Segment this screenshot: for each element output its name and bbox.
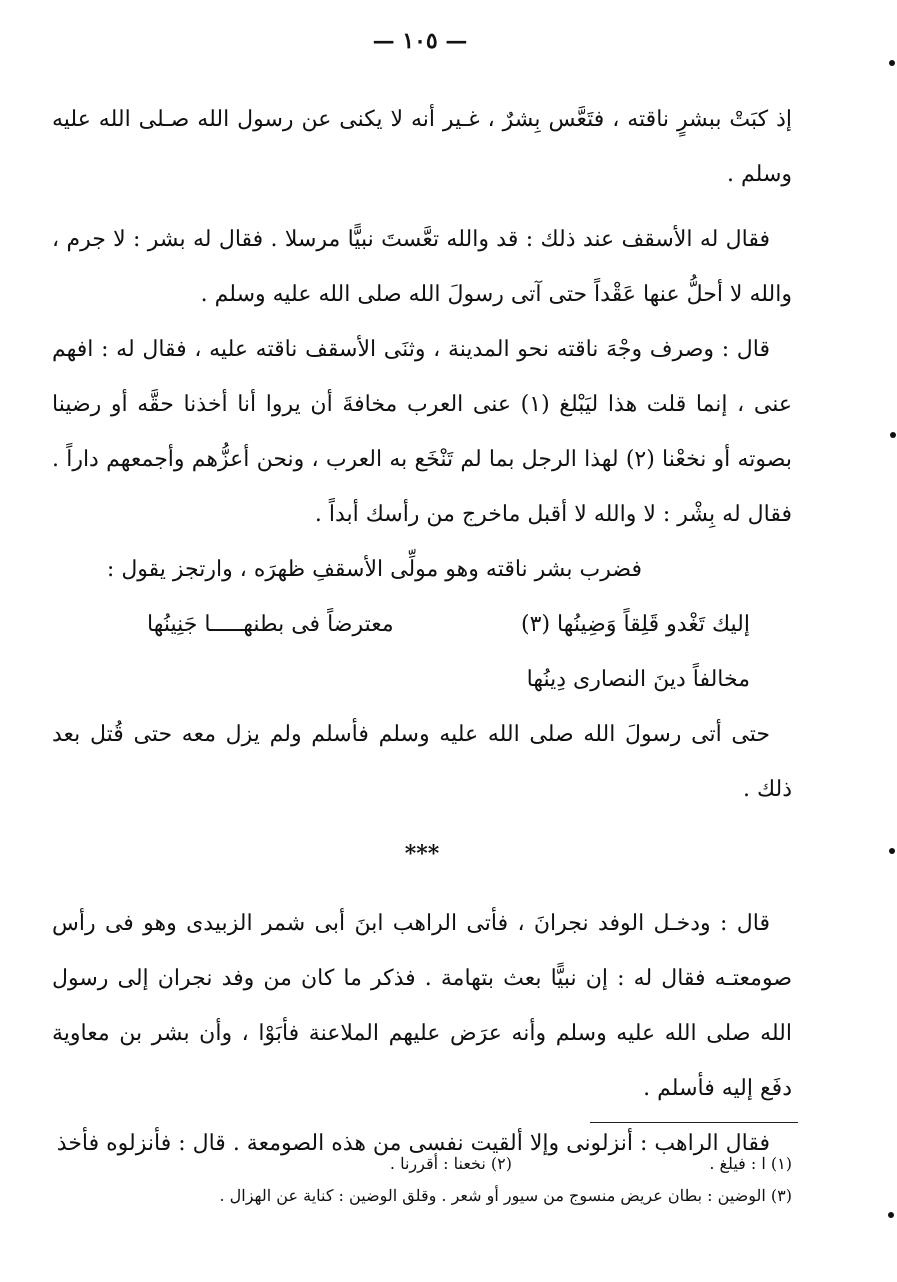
paragraph-1: إذ كبَتْ ببشرٍ ناقته ، فتَعَّس بِشرٌ ، غـير أنه لا يكنى عن رسول الله صـلى الله عليه وسلم . (52, 107, 792, 187)
poem-verse-2: مخالفاً دينَ النصارى دِينُها (526, 667, 750, 692)
footnote-row (120, 1148, 792, 1180)
footnote-divider (590, 1122, 798, 1123)
poem-verse-1 (52, 597, 792, 652)
section-separator: *** (404, 841, 440, 867)
paragraph-5: حتى أتى رسولَ الله صلى الله عليه وسلم فأسلم ولم يزل معه حتى قُتل بعد ذلك . (52, 722, 792, 802)
paragraph-3: قال : وصرف وجْهَ ناقته نحو المدينة ، وثنَى الأسقف ناقته عليه ، فقال له : افهم عنى ، إنما قلت هذا ليَبْلغ (١) عنى العرب مخافةَ أن يروا أنا أخذنا حقَّه أو رضينا بصوته أو نخعْنا (٢) لهذا الرجل بما لم تَنْخَع به العرب ، ونحن أعزُّهم وأجمعهم داراً . فقال له بِشْر : لا والله لا أقبل ماخرج من رأسك أبداً . (52, 337, 792, 527)
scan-edge-mark (890, 432, 896, 438)
scan-edge-mark (889, 60, 895, 66)
page-number: — ١٠٥ — (372, 28, 468, 54)
poem-hemistich-2: معترضاً فى بطنهـــــا جَنِينُها (147, 612, 394, 637)
footnote-1: (١) ا : فيلغ . (709, 1154, 792, 1173)
scan-edge-mark (889, 848, 895, 854)
paragraph-2: فقال له الأسقف عند ذلك : قد والله تعَّستَ نبيًّا مرسلا . فقال له بشر : لا جرم ، والله لا أحلُّ عنها عَقْداً حتى آتى رسولَ الله صلى الله عليه وسلم . (52, 227, 792, 307)
footnotes (120, 1148, 792, 1212)
poem-hemistich-1: إليك تَغْدو قَلِقاً وَضِينُها (٣) (521, 612, 750, 637)
poem-intro: فضرب بشر ناقته وهو مولِّى الأسقفِ ظهرَه ، وارتجز يقول : (106, 557, 642, 582)
paragraph-7: فقال الراهب : أنزلونى وإلا ألقيت نفسى من هذه الصومعة . قال : فأنزلوه فأخذ (56, 1131, 770, 1156)
footnote-3: (٣) الوضين : بطان عريض منسوج من سيور أو شعر . وقلق الوضين : كناية عن الهزال . (219, 1186, 792, 1205)
main-text (52, 92, 792, 1171)
paragraph-6: قال : ودخـل الوفد نجرانَ ، فأتى الراهب ابنَ أبى شمر الزبيدى وهو فى رأس صومعتـه فقال له : إن نبيًّا بعث بتهامة . فذكر ما كان من وفد نجران إلى رسول الله صلى الله عليه وسلم وأنه عرَض عليهم الملاعنة فأبَوْا ، وأن بشر بن معاوية دفَع إليه فأسلم . (52, 911, 792, 1101)
scan-edge-mark (888, 1212, 894, 1218)
footnote-2: (٢) نخعنا : أقررنا . (389, 1154, 512, 1173)
